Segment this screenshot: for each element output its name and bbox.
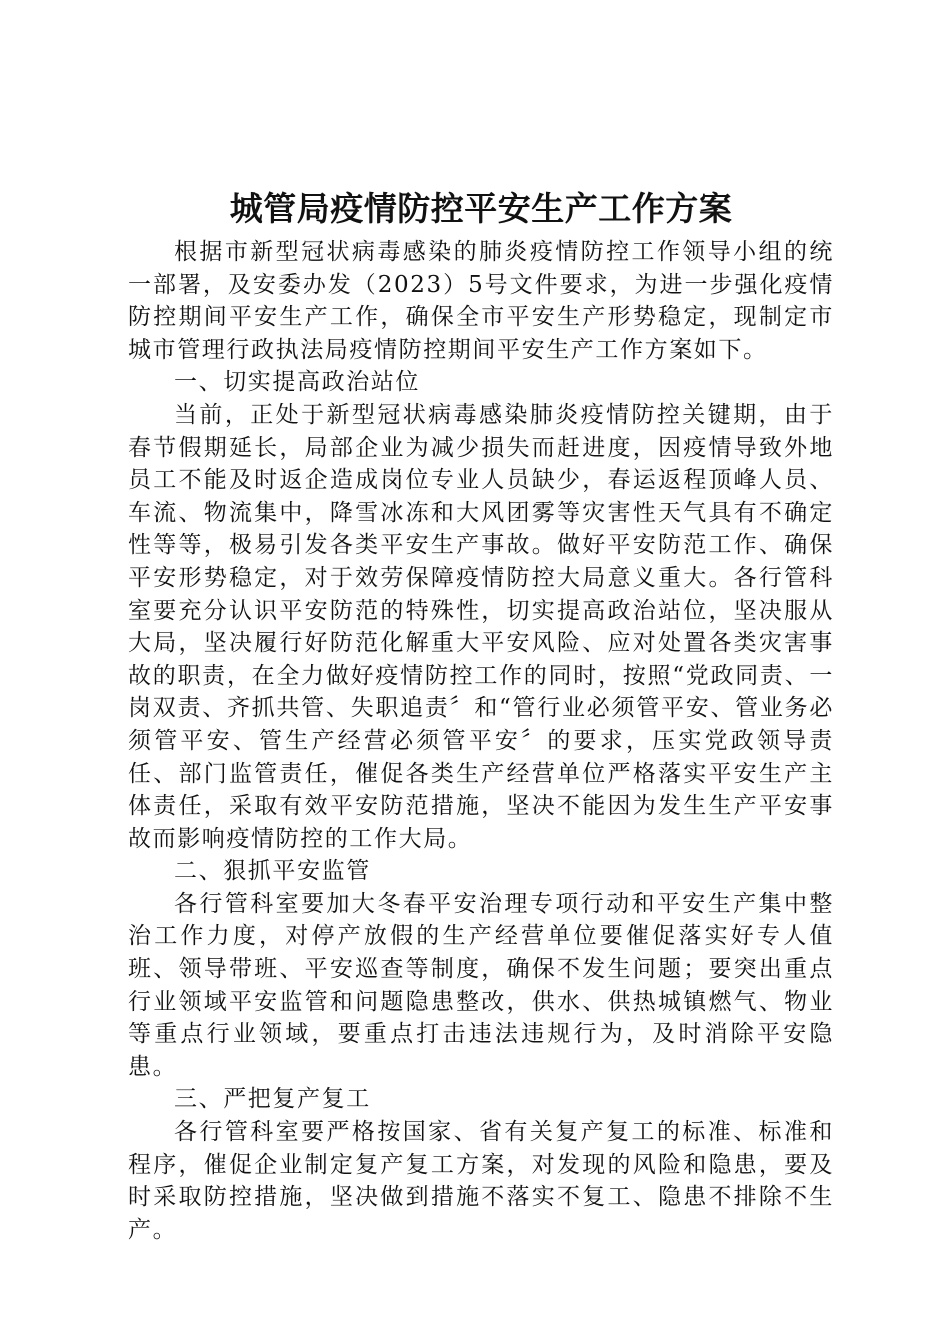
intro-paragraph: 根据市新型冠状病毒感染的肺炎疫情防控工作领导小组的统一部署，及安委办发（2023）5号文件要求，为进一步强化疫情防控期间平安生产工作，确保全市平安生产形势稳定，现制定市城市管理行政执法局疫情防控期间平安生产工作方案如下。 bbox=[128, 239, 834, 363]
section-3-body: 各行管科室要严格按国家、省有关复产复工的标准、标准和程序，催促企业制定复产复工方案，对发现的风险和隐患，要及时采取防控措施，坚决做到措施不落实不复工、隐患不排除不生产。 bbox=[128, 1119, 834, 1243]
document-page bbox=[128, 186, 834, 1246]
section-3-heading: 三、严把复产复工 bbox=[174, 1086, 371, 1113]
section-2-heading: 二、狠抓平安监管 bbox=[174, 858, 371, 885]
section-2-body: 各行管科室要加大冬春平安治理专项行动和平安生产集中整治工作力度，对停产放假的生产经营单位要催促落实好专人值班、领导带班、平安巡查等制度，确保不发生问题；要突出重点行业领域平安监管和问题隐患整改，供水、供热城镇燃气、物业等重点行业领域，要重点打击违法违规行为，及时消除平安隐患。 bbox=[128, 890, 834, 1080]
section-1-body: 当前，正处于新型冠状病毒感染肺炎疫情防控关键期，由于春节假期延长，局部企业为减少损失而赶进度，因疫情导致外地员工不能及时返企造成岗位专业人员缺少，春运返程顶峰人员、车流、物流集中，降雪冰冻和大风团雾等灾害性天气具有不确定性等等，极易引发各类平安生产事故。做好平安防范工作、确保平安形势稳定，对于效劳保障疫情防控大局意义重大。各行管科室要充分认识平安防范的特殊性，切实提高政治站位，坚决服从大局，坚决履行好防范化解重大平安风险、应对处置各类灾害事故的职责，在全力做好疫情防控工作的同时，按照“党政同责、一岗双责、齐抓共管、失职追责〞和“管行业必须管平安、管业务必须管平安、管生产经营必须管平安〞的要求，压实党政领导责任、部门监管责任，催促各类生产经营单位严格落实平安生产主体责任，采取有效平安防范措施，坚决不能因为发生生产平安事故而影响疫情防控的工作大局。 bbox=[128, 401, 834, 852]
document-title: 城管局疫情防控平安生产工作方案 bbox=[229, 189, 733, 228]
section-1-heading: 一、切实提高政治站位 bbox=[174, 369, 420, 396]
